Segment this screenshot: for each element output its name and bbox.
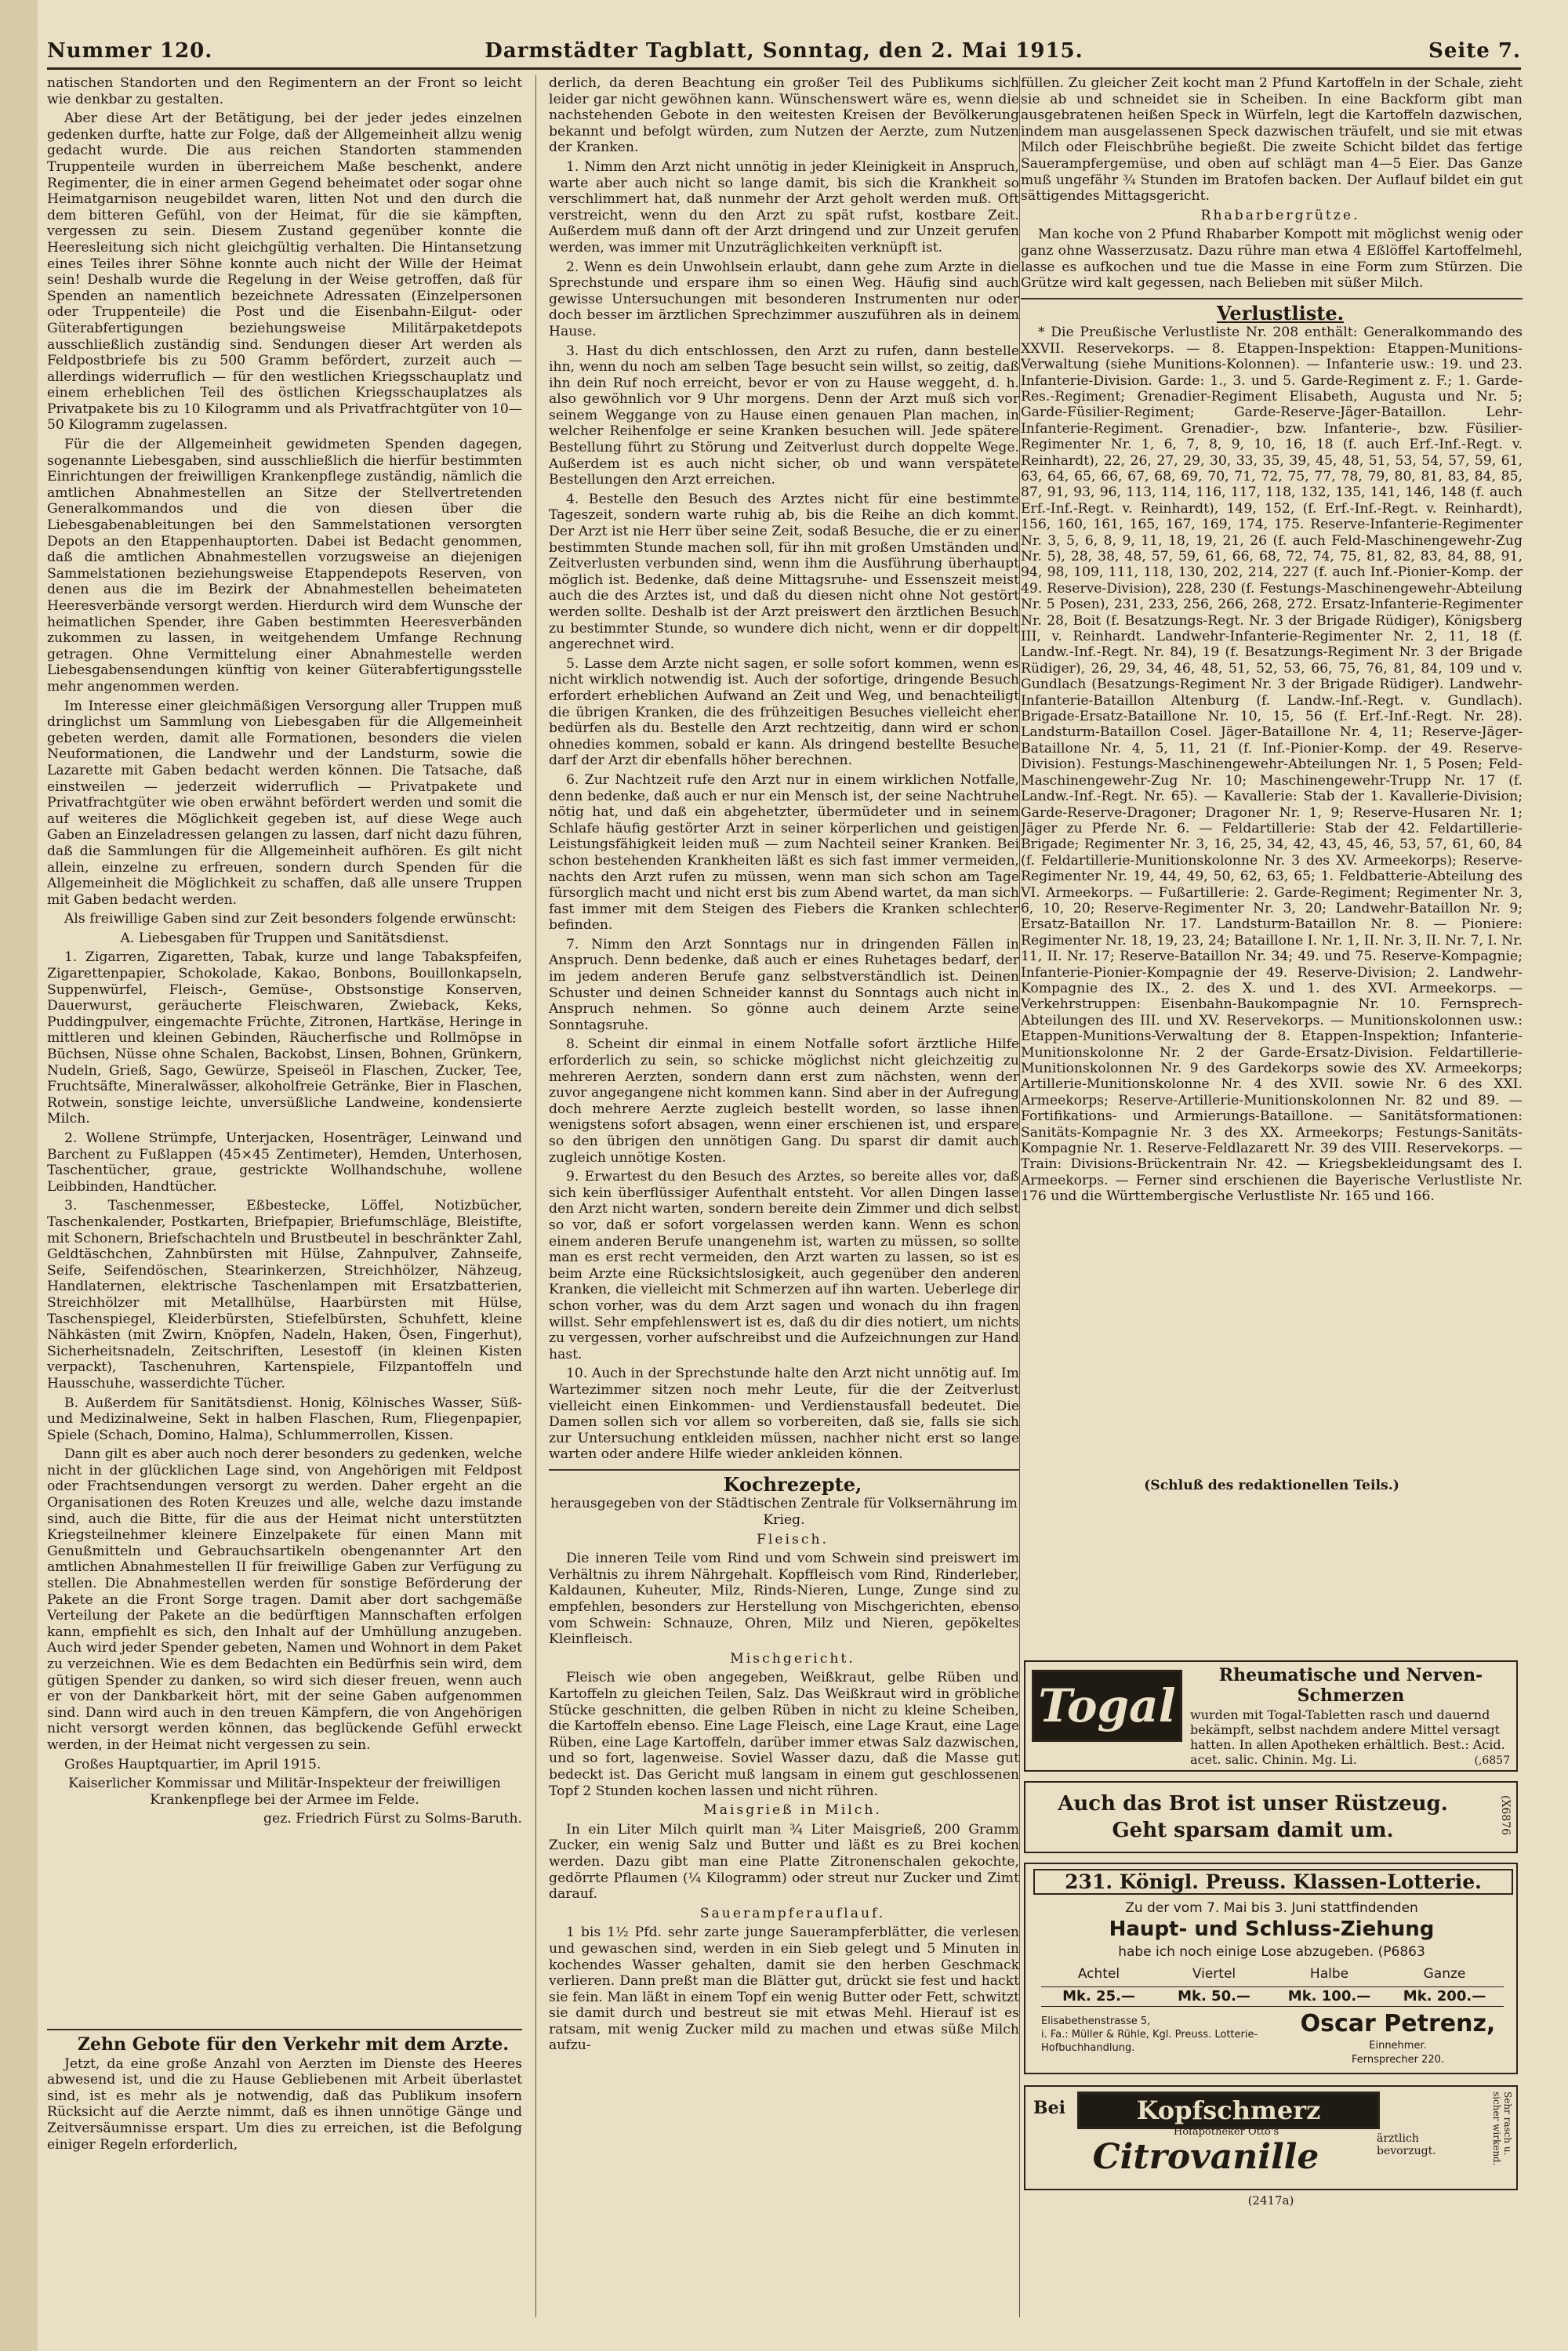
dateline: Großes Hauptquartier, im April 1915. bbox=[64, 1756, 321, 1772]
col1-subheading: A. Liebesgaben für Truppen und Sanitätsdienst. bbox=[120, 930, 449, 946]
citrovanille-headline: Kopfschmerz bbox=[1077, 2092, 1380, 2129]
lottery-address-line: Hofbuchhandlung. bbox=[1041, 2042, 1135, 2054]
recipe-text: füllen. Zu gleicher Zeit kocht man 2 Pfund Kartoffeln in der Schale, zieht sie ab und schneidet sie in Scheiben. In eine Backform gibt man ausgebratenen heißen Speck in Würfeln, legt die Kartoffeln dazwischen, indem man ausgelassenen Speck dazwischen träufelt, und sie mit etwas Milch oder Fleischbrühe begießt. Die zweite Schicht bildet das fertige Sauerampfergemüse, und oben auf schlägt man 4—5 Eier. Das Ganze muß ungefähr ¾ Stunden im Bratofen backen. Der Auflauf bildet ein gut sättigendes Mittagsgericht. bbox=[1021, 75, 1523, 205]
column-rule-2 bbox=[1019, 75, 1020, 2317]
col1-paragraph: Als freiwillige Gaben sind zur Zeit besonders folgende erwünscht: bbox=[64, 911, 517, 927]
casualty-list-title: Verlustliste. bbox=[1217, 301, 1344, 325]
page-edge-shadow bbox=[0, 0, 38, 2351]
col2-paragraph: 5. Lasse dem Arzte nicht sagen, er solle sofort kommen, wenn es nicht wirklich notwendig ist. Auch der sofortige, dringende Besuch erfordert erheblichen Aufwand an Zeit und Weg, und benachteiligt die übrigen Kranken, die des frühzeitigen Besuches vielleicht eher bedürfen als du. Bestelle den Arzt rechtzeitig, dann wird er schon ohnedies kommen, sobald er kann. Als dringend bestellte Besuche darf der Arzt dir ebenfalls höher berechnen. bbox=[549, 655, 1019, 769]
col1-paragraph: Im Interesse einer gleichmäßigen Versorgung aller Truppen muß dringlichst um Sammlung von Liebesgaben für die Allgemeinheit gebeten werden, damit alle Formationen, besonders die vielen Neuformationen, die Landwehr und der Landsturm, sowie die Lazarette mit Gaben bedacht werden können. Die Tatsache, daß einstweilen — jederzeit widerruflich — Privatpakete und Privatfrachtgüter wie oben erwähnt befördert werden und somit die auf weiteres die Möglichkeit gegeben ist, auf diese Wege auch Gaben an Einzeladressen gelangen zu lassen, darf nicht dazu führen, daß die Sammlungen für die Allgemeinheit aufhören. Es gilt nicht allein, einzelne zu erfreuen, sondern durch Spenden für die Allgemeinheit die Möglichkeit zu schaffen, daß alle unsere Truppen mit Gaben bedacht werden. bbox=[47, 698, 522, 908]
article-ten-commandments bbox=[47, 2023, 522, 2328]
lottery-line2 bbox=[1033, 1944, 1510, 1960]
togal-headline: Rheumatische und Nerven-Schmerzen bbox=[1218, 1665, 1483, 1706]
lottery-col-label: Halbe bbox=[1309, 1966, 1349, 1982]
col2-paragraph: derlich, da deren Beachtung ein großer Teil des Publikums sich leider gar nicht gewöhnen kann. Wünschenswert wäre es, wenn die nachstehenden Gebote in den weitesten Kreisen der Bevölkerung bekannt und befolgt würden, zum Nutzen der Aerzte, zum Nutzen der Kranken. bbox=[549, 75, 1019, 156]
togal-logo: Togal bbox=[1032, 1670, 1182, 1742]
col1-paragraph: Jetzt, da eine große Anzahl von Aerzten im Dienste des Heeres abwesend ist, und die zu Hause Gebliebenen mit Arbeit überlastet sind, ist es mehr als je notwendig, daß das Publikum insofern Rücksicht auf die Aerzte nimmt, daß es ihnen unnötige Gänge und Zeitversäumnisse erspart. Um dies zu erreichen, ist die Befolgung einiger Regeln erforderlich, bbox=[47, 2055, 522, 2153]
lottery-address-line: Elisabethenstrasse 5, bbox=[1041, 2015, 1151, 2027]
article-title: Zehn Gebote für den Verkehr mit dem Arzte. bbox=[78, 2034, 509, 2055]
citrovanille-claim: ärztlich bevorzugt. bbox=[1377, 2132, 1436, 2157]
lottery-vendor-role: Einnehmer. bbox=[1369, 2040, 1427, 2052]
togal-text: wurden mit Togal-Tabletten rasch und dauernd bekämpft, selbst nachdem andere Mittel versagt hatten. In allen Apotheken erhältlich. Best.: Acid. acet. salic. Chinin. Mg. Li. bbox=[1190, 1707, 1505, 1767]
citrovanille-maker: Hofapotheker Otto's bbox=[1173, 2126, 1279, 2138]
col1-paragraph: 2. Wollene Strümpfe, Unterjacken, Hosenträger, Leinwand und Barchent zu Fußlappen (45×45 Zentimeter), Hemden, Unterhosen, Taschentücher, graue, gestrickte Wollhandschuhe, wollene Leibbinden, Handtücher. bbox=[47, 1130, 522, 1195]
recipe-text: Die inneren Teile vom Rind und vom Schwein sind preiswert im Verhältnis zu ihrem Nährgehalt. Kopffleisch vom Rind, Rinderleber, Kaldaunen, Kuheuter, Milz, Rinds-Nieren, Lunge, Zunge sind zu empfehlen, besonders zur Herstellung von Mischgerichten, ebenso vom Schwein: Schnauze, Ohren, Milz und Nieren, gepökeltes Kleinfleisch. bbox=[549, 1551, 1019, 1648]
lottery-code: (P6863 bbox=[1377, 1944, 1425, 1960]
lottery-price: Mk. 25.— bbox=[1062, 1988, 1135, 2005]
recipe-heading: Maisgrieß in Milch. bbox=[703, 1802, 882, 1819]
editorial-end-note: (Schluß des redaktionellen Teils.) bbox=[1144, 1478, 1399, 1494]
recipe-text: 1 bis 1½ Pfd. sehr zarte junge Sauerampferblätter, die verlesen und gewaschen sind, werden in ein Sieb gelegt und 5 Minuten in kochendes Wasser gehalten, damit sie den herben Geschmack verlieren. Dann preßt man die Blätter gut, drückt sie fest und hackt sie fein. Man läßt in einem Topf ein wenig Butter oder Fett, schwitzt sie damit durch und bestreut sie mit etwas Mehl. Hierauf ist es ratsam, mit wenig Zucker mild zu machen und etwas süße Milch aufzu- bbox=[549, 1925, 1019, 2054]
lottery-price: Mk. 50.— bbox=[1178, 1988, 1250, 2005]
casualty-list-body-wrap bbox=[1021, 325, 1523, 1473]
col1-paragraph: Für die der Allgemeinheit gewidmeten Spenden dagegen, sogenannte Liebesgaben, sind ausschließlich die hierfür bestimmten Einrichtungen der freiwilligen Krankenpflege zuständig, nämlich die amtlichen Abnahmestellen an Sitze der Stellvertretenden Generalkommandos und die von diesen über die Liebesgabenableitungen bei den Sammelstationen versorgten Depots an den Etappenhauptorten. Dabei ist Bedacht genommen, daß die amtlichen Abnahmestellen vorzugsweise an diejenigen Sammelstationen beziehungsweise Etappendepots Reserven, von denen aus die im Bezirk der Abnahmestellen beheimateten Heeresverbände versorgt werden. Hierdurch wird dem Wunsche der heimatlichen Spender, ihre Gaben bestimmten Heeresverbänden zukommen zu lassen, in weitgehendem Umfange Rechnung getragen. Ohne Vermittelung einer Abnahmestelle werden Liebesgabensendungen künftig von keiner Güterabfertigungsstelle mehr angenommen werden. bbox=[47, 437, 522, 695]
lottery-col-label: Viertel bbox=[1192, 1966, 1236, 1982]
col2-paragraph: 7. Nimm den Arzt Sonntags nur in dringenden Fällen in Anspruch. Denn bedenke, daß auch er eines Ruhetages bedarf, der im jedem anderen Berufe ganz selbstverständlich ist. Deinen Schuster und deinen Schneider kannst du Sonntags auch nicht in Anspruch nehmen. So gönne auch deinem Arzte seine Sonntagsruhe. bbox=[549, 936, 1019, 1033]
col1-paragraph: B. Außerdem für Sanitätsdienst. Honig, Kölnisches Wasser, Süß- und Medizinalweine, Sekt in halben Flaschen, Rum, Fliegenpapier, Spiele (Schach, Domino, Halma), Schlummerrollen, Kissen. bbox=[47, 1395, 522, 1443]
lottery-price: Mk. 200.— bbox=[1403, 1988, 1486, 2005]
col1-paragraph: Aber diese Art der Betätigung, bei der jeder jedes einzelnen gedenken durfte, hatte zur Folge, daß der Allgemeinheit allzu wenig gedacht wurde. Die aus reichen Standorten stammenden Truppenteile wurden in überreichem Maße beschenkt, andere Regimenter, die in einer armen Gegend beheimatet oder sogar ohne Heimatgarnison neugebildet waren, litten Not und den durch die dem bitteren Gefühl, von der Heimat, für die sie kämpften, vergessen zu sein. Diesem Zustand gegenüber konnte die Heeresleitung sich nicht gleichgültig verhalten. Die Hintansetzung eines Teiles ihrer Söhne konnte auch nicht der Wille der Heimat sein! Deshalb wurde die Regelung in der Weise getroffen, daß für Spenden an namentlich bezeichnete Adressaten (Einzelpersonen oder Truppenteile) die Post und die Eisenbahn-Eilgut- oder Güterabfertigungen beziehungsweise Militärpaketdepots ausschließlich zuständig sind. Sendungen dieser Art werden als Feldpostbriefe bis zu 500 Gramm befördert, zurzeit auch — allerdings widerruflich — für den westlichen Kriegsschauplatz und einem erheblichen Teil des östlichen Kriegsschauplatzes als Privatpakete bis zu 10 Kilogramm und als Privatfrachtgüter von 10—50 Kilogramm zugelassen. bbox=[47, 111, 522, 434]
lottery-headline: 231. Königl. Preuss. Klassen-Lotterie. bbox=[1033, 1869, 1513, 1895]
recipe-heading: Sauerampferauflauf. bbox=[699, 1905, 886, 1921]
lottery-line2-text: habe ich noch einige Lose abzugeben. bbox=[1118, 1944, 1374, 1960]
column-2 bbox=[549, 75, 1019, 2333]
lottery-vendor-name: Oscar Petrenz, bbox=[1300, 2010, 1496, 2037]
col2-paragraph: 8. Scheint dir einmal in einem Notfalle sofort ärztliche Hilfe erforderlich zu sein, so schicke möglichst nicht gleichzeitig zu mehreren Aerzten, sondern dann erst zum nächsten, wenn der zuvor angegangene nicht kommen kann. Sind aber in der Aufregung doch mehrere Aerzte zugleich bestellt worden, so lasse ihnen wenigstens sofort absagen, wenn einer erschienen ist, und erspare so den übrigen den unnötigen Gang. Du sparst dir damit auch zugleich unnötige Kosten. bbox=[549, 1036, 1019, 1166]
lottery-line1: Zu der vom 7. Mai bis 3. Juni stattfindenden bbox=[1125, 1900, 1418, 1916]
lottery-price-header bbox=[1041, 1966, 1504, 1985]
recipe-heading: Mischgericht. bbox=[730, 1650, 855, 1667]
col1-paragraph: Dann gilt es aber auch noch derer besonders zu gedenken, welche nicht in der glücklichen Lage sind, von Angehörigen mit Feldpost oder Frachtsendungen versorgt zu werden. Daher ergeht an die Organisationen des Roten Kreuzes und alle, welche dazu imstande sind, auch die Bitte, für die aus der Heimat nicht unterstützten Kriegsteilnehmer kleinere Einzelpakete für einen Mann mit Genußmitteln und Gebrauchsartikeln obengenannter Art den amtlichen Abnahmestellen II für freiwillige Gaben zur Verfügung zu stellen. Die Abnahmestellen werden für sonstige Beförderung der Pakete an die Front Sorge tragen. Damit aber dort sachgemäße Verteilung der Pakete an die bedürftigen Mannschaften erfolgen kann, empfiehlt es sich, den Inhalt auf der Umhüllung anzugeben. Auch wird jeder Spender gebeten, Namen und Wohnort in dem Paket zu verzeichnen. Wie es dem Bedachten ein Bedürfnis sein wird, dem gütigen Spender zu danken, so wird sich dieser freuen, wenn auch er von der Dankbarkeit hört, mit der seine Gaben aufgenommen sind. Dann wird auch in den treuen Kämpfern, die von Angehörigen nicht versorgt werden können, das beglückende Gefühl erweckt werden, in der Heimat nicht vergessen zu sein. bbox=[47, 1446, 522, 1753]
lottery-headline2: Haupt- und Schluss-Ziehung bbox=[1109, 1917, 1435, 1941]
masthead-date: Darmstädter Tagblatt, Sonntag, den 2. Mai 1915. bbox=[485, 39, 1083, 63]
lottery-col-label: Ganze bbox=[1423, 1966, 1466, 1982]
page-number: Seite 7. bbox=[1428, 39, 1521, 63]
divider bbox=[47, 2029, 522, 2030]
issue-number: Nummer 120. bbox=[47, 39, 213, 63]
col2-paragraph: 4. Bestelle den Besuch des Arztes nicht für eine bestimmte Tageszeit, sondern warte ruhig ab, bis die Reihe an dich kommt. Der Arzt ist nie Herr über seine Zeit, sodaß Besuche, die er zu einer bestimmten Stunde machen soll, für ihn mit großen Umständen und Zeitverlusten verbunden sind, wenn ihm die Ausführung überhaupt möglich ist. Bedenke, daß deine Mittagsruhe- und Essenszeit meist auch die des Arztes ist, und daß du diesen nicht ohne Not gestört werden sollte. Deshalb ist der Arzt preiswert den ärztlichen Besuch zu bestimmter Stunde, so wundere dich nicht, wenn er dir doppelt angerechnet wird. bbox=[549, 491, 1019, 653]
col2-paragraph: 2. Wenn es dein Unwohlsein erlaubt, dann gehe zum Arzte in die Sprechstunde und erspare ihm so einen Weg. Häufig sind auch gewisse Untersuchungen mit besonderen Instrumenten nur oder doch besser im ärztlichen Sprechzimmer auszuführen als in deinem Hause. bbox=[549, 259, 1019, 339]
recipe-text: Fleisch wie oben angegeben, Weißkraut, gelbe Rüben und Kartoffeln zu gleichen Teilen, Salz. Das Weißkraut wird in gröbliche Stücke geschnitten, die gelben Rüben in nicht zu kleine Scheiben, die Kartoffeln ebenso. Eine Lage Fleisch, eine Lage Kraut, eine Lage Rüben, eine Lage Kartoffeln, darüber immer etwas Salz dazwischen, und so fort, lagenweise. Soviel Wasser dazu, daß die Masse gut bedeckt ist. Das Gericht muß langsam in einem gut geschlossenen Topf 2 Stunden kochen lassen und nicht rühren. bbox=[549, 1670, 1019, 1799]
casualty-list-text: * Die Preußische Verlustliste Nr. 208 enthält: Generalkommando des XXVII. Reservekorps. — 8. Etappen-Inspektion: Etappen-Munitions-Verwaltung (siehe Munitions-Kolonnen). — Infanterie usw.: 19. und 23. Infanterie-Division. Garde: 1., 3. und 5. Garde-Regiment z. F.; 1. Garde-Res.-Regiment; Grenadier-Regiment Elisabeth, Augusta und Nr. 5; Garde-Füsilier-Regiment; Garde-Reserve-Jäger-Bataillon. Lehr-Infanterie-Regiment. Grenadier-, bzw. Infanterie-, bzw. Füsilier-Regimenter Nr. 1, 6, 7, 8, 9, 10, 16, 18 (f. auch Erf.-Inf.-Regt. v. Reinhardt), 22, 26, 27, 29, 30, 33, 35, 39, 45, 48, 51, 53, 54, 57, 59, 61, 63, 64, 65, 66, 67, 68, 69, 70, 71, 72, 75, 77, 78, 79, 80, 81, 83, 84, 85, 87, 91, 93, 96, 113, 114, 116, 117, 118, 132, 135, 141, 146, 148 (f. auch Erf.-Inf.-Regt. v. Reinhardt), 149, 152, (f. Erf.-Inf.-Regt. v. Reinhardt), 156, 160, 161, 165, 167, 169, 174, 175. Reserve-Infanterie-Regimenter Nr. 3, 5, 6, 8, 9, 11, 18, 19, 21, 26 (f. auch Feld-Maschinengewehr-Zug Nr. 5), 28, 38, 48, 57, 59, 61, 66, 68, 72, 74, 75, 81, 82, 83, 84, 88, 91, 94, 98, 109, 111, 118, 130, 202, 214, 227 (f. auch Inf.-Pionier-Komp. der 49. Reserve-Division), 228, 230 (f. Festungs-Maschinengewehr-Abteilung Nr. 5 Posen), 231, 233, 256, 266, 268, 272. Ersatz-Infanterie-Regimenter Nr. 28, Boit (f. Besatzungs-Regt. Nr. 3 der Brigade Rüdiger), Königsberg III, v. Reinhardt. Landwehr-Infanterie-Regimenter Nr. 2, 11, 18 (f. Landw.-Inf.-Regt. Nr. 84), 19 (f. Besatzungs-Regiment Nr. 3 der Brigade Rüdiger), 26, 29, 34, 46, 48, 51, 52, 53, 66, 75, 76, 81, 84, 109 und v. Gundlach (Besatzungs-Regiment Nr. 3 der Brigade Rüdiger). Landwehr-Infanterie-Bataillon Altenburg (f. Landw.-Inf.-Regt. v. Gundlach). Brigade-Ersatz-Bataillone Nr. 10, 15, 56 (f. Erf.-Inf.-Regt. Nr. 28). Landsturm-Bataillon Cosel. Jäger-Bataillone Nr. 4, 11; Reserve-Jäger-Bataillone Nr. 4, 5, 11, 21 (f. Inf.-Pionier-Komp. der 49. Reserve-Division). Festungs-Maschinengewehr-Abteilungen Nr. 1, 5 Posen; Feld-Maschinengewehr-Zug Nr. 10; Maschinengewehr-Trupp Nr. 17 (f. Landw.-Inf.-Regt. Nr. 65). — Kavallerie: Stab der 1. Kavallerie-Division; Garde-Reserve-Dragoner; Dragoner Nr. 1, 9; Reserve-Husaren Nr. 1; Jäger zu Pferde Nr. 6. — Feldartillerie: Stab der 42. Feldartillerie-Brigade; Regimenter Nr. 3, 16, 25, 34, 42, 43, 45, 46, 53, 57, 61, 60, 84 (f. Feldartillerie-Munitionskolonne Nr. 3 des XV. Armeekorps); Reserve-Regimenter Nr. 19, 44, 49, 50, 62, 63, 65; 1. Feldbatterie-Abteilung des VI. Armeekorps. — Fußartillerie: 2. Garde-Regiment; Regimenter Nr. 3, 6, 10, 20; Reserve-Regimenter Nr. 3, 20; Landwehr-Bataillon Nr. 9; Ersatz-Bataillon Nr. 17. Landsturm-Bataillon Nr. 8. — Pioniere: Regimenter Nr. 18, 19, 23, 24; Bataillone I. Nr. 1, II. Nr. 3, II. Nr. 7, I. Nr. 11, II. Nr. 17; Reserve-Bataillon Nr. 34; 49. und 75. Reserve-Kompagnie; Infanterie-Pionier-Kompagnie der 49. Reserve-Division; 2. Landwehr-Kompagnie des IX., 2. des X. und 1. des XVI. Armeekorps. — Verkehrstruppen: Eisenbahn-Baukompagnie Nr. 10. Fernsprech-Abteilungen des III. und XV. Reservekorps. — Munitionskolonnen usw.: Etappen-Munitions-Verwaltung der 8. Etappen-Inspektion; Infanterie-Munitionskolonne Nr. 2 der Garde-Ersatz-Division. Feldartillerie-Munitionskolonnen Nr. 9 des Gardekorps sowie des XV. Armeekorps; Artillerie-Munitionskolonne Nr. 4 des XVII. sowie Nr. 6 des XXI. Armeekorps; Reserve-Artillerie-Munitionskolonnen Nr. 82 und 89. — Fortifikations- und Armierungs-Bataillone. — Sanitätsformationen: Sanitäts-Kompagnie Nr. 3 des XX. Armeekorps; Festungs-Sanitäts-Kompagnie Nr. 1. Reserve-Feldlazarett Nr. 39 des VIII. Reservekorps. — Train: Divisions-Brückentrain Nr. 42. — Kriegsbekleidungsamt des I. Armeekorps. — Ferner sind erschienen die Bayerische Verlustliste Nr. 176 und die Württembergische Verlustliste Nr. 165 und 166. bbox=[1021, 325, 1523, 1205]
bread-notice-code: (X6876 bbox=[1499, 1795, 1512, 1836]
citrovanille-code: (2417a) bbox=[1247, 2193, 1294, 2208]
col1-paragraph: natischen Standorten und den Regimentern an der Front so leicht wie denkbar zu gestalten. bbox=[47, 75, 522, 107]
ad-togal bbox=[1024, 1660, 1518, 1772]
togal-code: (,6857 bbox=[1474, 1754, 1510, 1767]
lottery-price: Mk. 100.— bbox=[1287, 1988, 1371, 2005]
ad-bread-notice bbox=[1024, 1781, 1518, 1853]
ad-lottery bbox=[1024, 1863, 1518, 2074]
signature: gez. Friedrich Fürst zu Solms-Baruth. bbox=[263, 1811, 522, 1827]
column-1 bbox=[47, 75, 522, 2012]
lottery-address-line: i. Fa.: Müller & Rühle, Kgl. Preuss. Lotterie- bbox=[1041, 2029, 1258, 2041]
recipes-title: Kochrezepte, bbox=[723, 1472, 862, 1496]
citrovanille-bei: Bei bbox=[1033, 2098, 1065, 2118]
recipe-heading: Rhabarbergrütze. bbox=[1200, 207, 1360, 223]
col2-paragraph: 6. Zur Nachtzeit rufe den Arzt nur in einem wirklichen Notfalle, denn bedenke, daß auch er nur ein Mensch ist, der seine Nachtruhe nötig hat, und daß ein abgehetzter, übermüdeter und in seinem Schlafe häufig gestörter Arzt in seiner körperlichen und geistigen Leistungsfähigkeit leiden muß — zum Nachteil seiner Kranken. Bei schon bestehenden Krankheiten läßt es sich fast immer vermeiden, nachts den Arzt rufen zu müssen, wenn man sich schon am Tage fürsorglich macht und nicht erst bis zum Abend wartet, da man sich fast immer mit dem Steigen des Fiebers die Kranken schlechter befinden. bbox=[549, 771, 1019, 934]
signatory-title: Kaiserlicher Kommissar und Militär-Inspekteur der freiwilligen Krankenpflege bei der Armee im Felde. bbox=[68, 1776, 501, 1808]
lottery-price-row bbox=[1041, 1986, 1504, 2007]
bread-notice-text: Auch das Brot ist unser Rüstzeug. Geht sparsam damit um. bbox=[1058, 1792, 1448, 1842]
recipe-text: In ein Liter Milch quirlt man ¾ Liter Maisgrieß, 200 Gramm Zucker, ein wenig Salz und Butter und läßt es zu Brei kochen werden. Dazu gibt man eine Platte Zitronenschalen gekochte, gedörrte Pflaumen (¼ Kilogramm) oder streut nur Zucker und Zimt darauf. bbox=[549, 1821, 1019, 1903]
col1-paragraph: 3. Taschenmesser, Eßbestecke, Löffel, Notizbücher, Taschenkalender, Postkarten, Briefpapier, Briefumschläge, Bleistifte, mit Schonern, Briefschachteln und Brustbeutel in beschränkter Zahl, Geldtäschchen, Zahnbürsten mit Hülse, Zahnpulver, Zahnseife, Seife, Seifendöschen, Stearinkerzen, Streichhölzer, Nähzeug, Handlaternen, elektrische Taschenlampen mit Ersatzbatterien, Streichhölzer mit Metallhülse, Haarbürsten mit Hülse, Taschenspiegel, Kleiderbürsten, Stiefelbürsten, Schuhfett, kleine Nähkästen (mit Zwirn, Knöpfen, Nadeln, Haken, Ösen, Fingerhut), Sicherheitsnadeln, Zeitschriften, Lesestoff (in kleinen Kisten verpackt), Taschenuhren, Kartenspiele, Filzpantoffeln und Hausschuhe, wasserdichte Tücher. bbox=[47, 1198, 522, 1391]
recipe-heading: Fleisch. bbox=[756, 1531, 829, 1547]
col2-paragraph: 1. Nimm den Arzt nicht unnötig in jeder Kleinigkeit in Anspruch, warte aber auch nicht so lange damit, bis sich die Krankheit so verschlimmert hat, daß nunmehr der Arzt geholt werden muß. Oft verstreicht, wenn du den Arzt zu spät rufst, kostbare Zeit. Außerdem muß dann oft der Arzt dringend und zur Unzeit gerufen werden, was immer mit Unzuträglichkeiten verknüpft ist. bbox=[549, 158, 1019, 256]
page-header bbox=[47, 36, 1521, 70]
citrovanille-side-text: Sehr rasch u. sicher wirkend. bbox=[1491, 2092, 1513, 2166]
col2-paragraph: 9. Erwartest du den Besuch des Arztes, so bereite alles vor, daß sich kein überflüssiger Aufenthalt entsteht. Vor allen Dingen lasse den Arzt nicht warten, sondern bereite dein Zimmer und dich selbst so vor, daß er sofort vorgelassen werden kann. Wenn es schon einem anderen Berufe unangenehm ist, warten zu müssen, so sollte man es erst recht vermeiden, den Arzt warten zu lassen, so ist es beim Arzte eine Rücksichtslosigkeit, auch gegenüber den anderen Kranken, die vielleicht mit Schmerzen auf ihn warten. Ueberlege dir schon vorher, was du dem Arzt sagen und wonach du ihn fragen willst. Sehr empfehlenswert ist es, daß du dir dies notiert, um nichts zu vergessen, vorher aufschreibst und die Aufzeichnungen zur Hand hast. bbox=[549, 1169, 1019, 1362]
divider bbox=[1021, 298, 1523, 299]
lottery-phone: Fernsprecher 220. bbox=[1351, 2054, 1444, 2066]
recipes-subtitle: herausgegeben von der Städtischen Zentrale für Volksernährung im Krieg. bbox=[550, 1496, 1018, 1529]
recipe-text: Man koche von 2 Pfund Rhabarber Kompott mit möglichst wenig oder ganz ohne Wasserzusatz. Dazu rühre man etwa 4 Eßlöffel Kartoffelmehl, lasse es aufkochen und tue die Masse in eine Form zum Stürzen. Die Grütze wird kalt gegessen, nach Belieben mit süßer Milch. bbox=[1021, 227, 1523, 292]
lottery-address bbox=[1041, 2015, 1276, 2055]
column-rule-1 bbox=[535, 75, 536, 2317]
divider bbox=[549, 1469, 1019, 1471]
col1-paragraph: 1. Zigarren, Zigaretten, Tabak, kurze und lange Tabakspfeifen, Zigarettenpapier, Schokolade, Kakao, Bonbons, Bouillonkapseln, Suppenwürfel, Fleisch-, Gemüse-, Obstsonstige Konserven, Dauerwurst, geräucherte Fleischwaren, Zwieback, Keks, Puddingpulver, eingemachte Früchte, Zitronen, Hartkäse, Heringe in mittleren und kleinen Gebinden, Räucherfische und Rollmöpse in Büchsen, Nüsse ohne Schalen, Backobst, Linsen, Bohnen, Grünkern, Nudeln, Grieß, Sago, Gewürze, Speiseöl in Flaschen, Zucker, Tee, Fruchtsäfte, Mineralwässer, alkoholfreie Getränke, Bier in Flaschen, Rotwein, sonstige leichte, unversüßliche Landweine, kondensierte Milch. bbox=[47, 949, 522, 1127]
lottery-col-label: Achtel bbox=[1077, 1966, 1120, 1982]
citrovanille-brand: Citrovanille bbox=[1092, 2137, 1319, 2177]
col2-paragraph: 3. Hast du dich entschlossen, den Arzt zu rufen, dann bestelle ihn, wenn du noch am selben Tage besucht sein willst, so zeitig, daß ihn dein Ruf noch erreicht, bevor er von zu Hause weggeht, d. h. also gewöhnlich vor 9 Uhr morgens. Denn der Arzt muß sich vor seinem Weggange von zu Hause einen genauen Plan machen, in welcher Reihenfolge er seine Kranken besuchen will. Jede spätere Bestellung führt zu Störung und Zeitverlust durch doppelte Wege. Außerdem ist es auch nicht sicher, ob und wann verspätete Bestellungen den Arzt erreichen. bbox=[549, 343, 1019, 488]
col2-paragraph: 10. Auch in der Sprechstunde halte den Arzt nicht unnötig auf. Im Wartezimmer sitzen noch mehr Leute, für die der Zeitverlust vielleicht einen Einkommen- und Verdienstausfall bedeutet. Die Damen sollen sich vor allem so vorbereiten, daß sie, falls sie sich zur Untersuchung entkleiden müssen, nachher nicht erst so lange warten oder andere Hilfe wieder ankleiden können. bbox=[549, 1366, 1019, 1463]
ad-citrovanille bbox=[1024, 2085, 1518, 2190]
